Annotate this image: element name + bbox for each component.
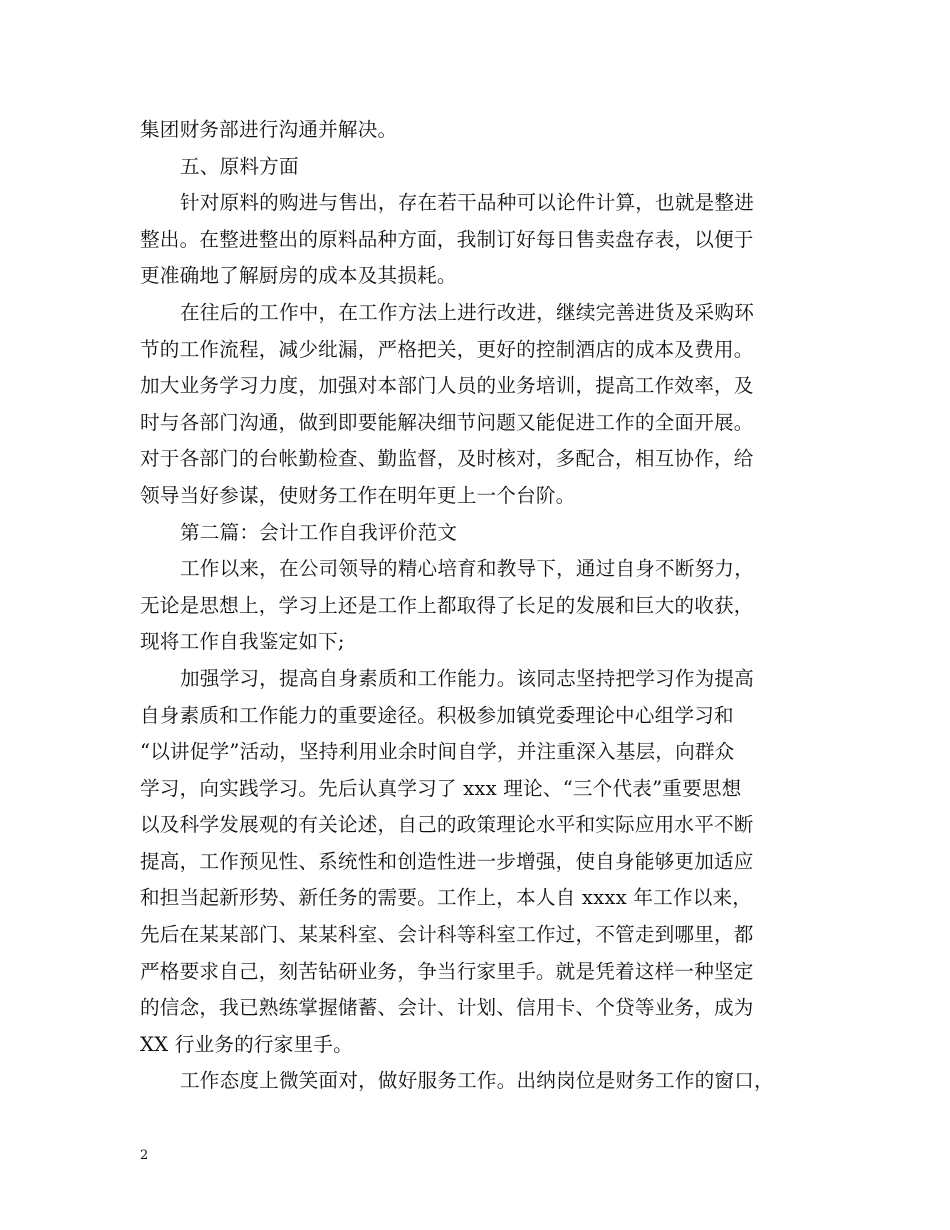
text-line: 加强学习，提高自身素质和工作能力。该同志坚持把学习作为提高 [180,666,755,690]
body-text [140,112,820,1100]
text-line: 第二篇：会计工作自我评价范文 [180,520,458,544]
text-line: 节的工作流程，减少纰漏，严格把关，更好的控制酒店的成本及费用。 [140,337,754,361]
text-line: 领导当好参谋，使财务工作在明年更上一个台阶。 [140,483,576,507]
text-line: 提高，工作预见性、系统性和创造性进一步增强，使自身能够更加适应 [140,849,754,873]
text-line: 工作态度上微笑面对，做好服务工作。出纳岗位是财务工作的窗口， [180,1069,774,1093]
text-line: 自身素质和工作能力的重要途径。积极参加镇党委理论中心组学习和 [140,703,734,727]
text-line: 更准确地了解厨房的成本及其损耗。 [140,264,457,288]
text-line: XX 行业务的行家里手。 [140,1032,353,1056]
text-line: 整出。在整进整出的原料品种方面，我制订好每日售卖盘存表，以便于 [140,227,754,251]
text-line: 集团财务部进行沟通并解决。 [140,118,398,141]
text-line: 现将工作自我鉴定如下; [140,630,345,654]
text-line: 时与各部门沟通，做到即要能解决细节问题又能促进工作的全面开展。 [140,410,754,434]
text-line: 无论是思想上，学习上还是工作上都取得了长足的发展和巨大的收获， [140,593,754,617]
text-line: 五、原料方面 [180,154,299,178]
text-line: 和担当起新形势、新任务的需要。工作上，本人自 xxxx 年工作以来， [140,886,753,910]
text-line: 以及科学发展观的有关论述，自己的政策理论水平和实际应用水平不断 [140,813,754,837]
text-line: 的信念，我已熟练掌握储蓄、会计、计划、信用卡、个贷等业务，成为 [140,996,754,1020]
text-line: “以讲促学”活动，坚持利用业余时间自学，并注重深入基层，向群众 [140,740,735,764]
text-line: 针对原料的购进与售出，存在若干品种可以论件计算，也就是整进 [180,191,755,215]
text-line: 对于各部门的台帐勤检查、勤监督，及时核对，多配合，相互协作，给 [140,447,754,471]
text-line: 工作以来，在公司领导的精心培育和教导下，通过自身不断努力， [180,557,755,581]
text-line: 加大业务学习力度，加强对本部门人员的业务培训，提高工作效率，及 [140,374,754,398]
text-line: 先后在某某部门、某某科室、会计科等科室工作过，不管走到哪里，都 [140,923,754,947]
text-line: 严格要求自己，刻苦钻研业务，争当行家里手。就是凭着这样一种坚定 [140,959,754,983]
text-line: 学习，向实践学习。先后认真学习了 xxx 理论、“三个代表”重要思想 [140,776,742,800]
page-number: 2 [140,1148,149,1163]
text-line: 在往后的工作中，在工作方法上进行改进，继续完善进货及采购环 [180,300,755,324]
